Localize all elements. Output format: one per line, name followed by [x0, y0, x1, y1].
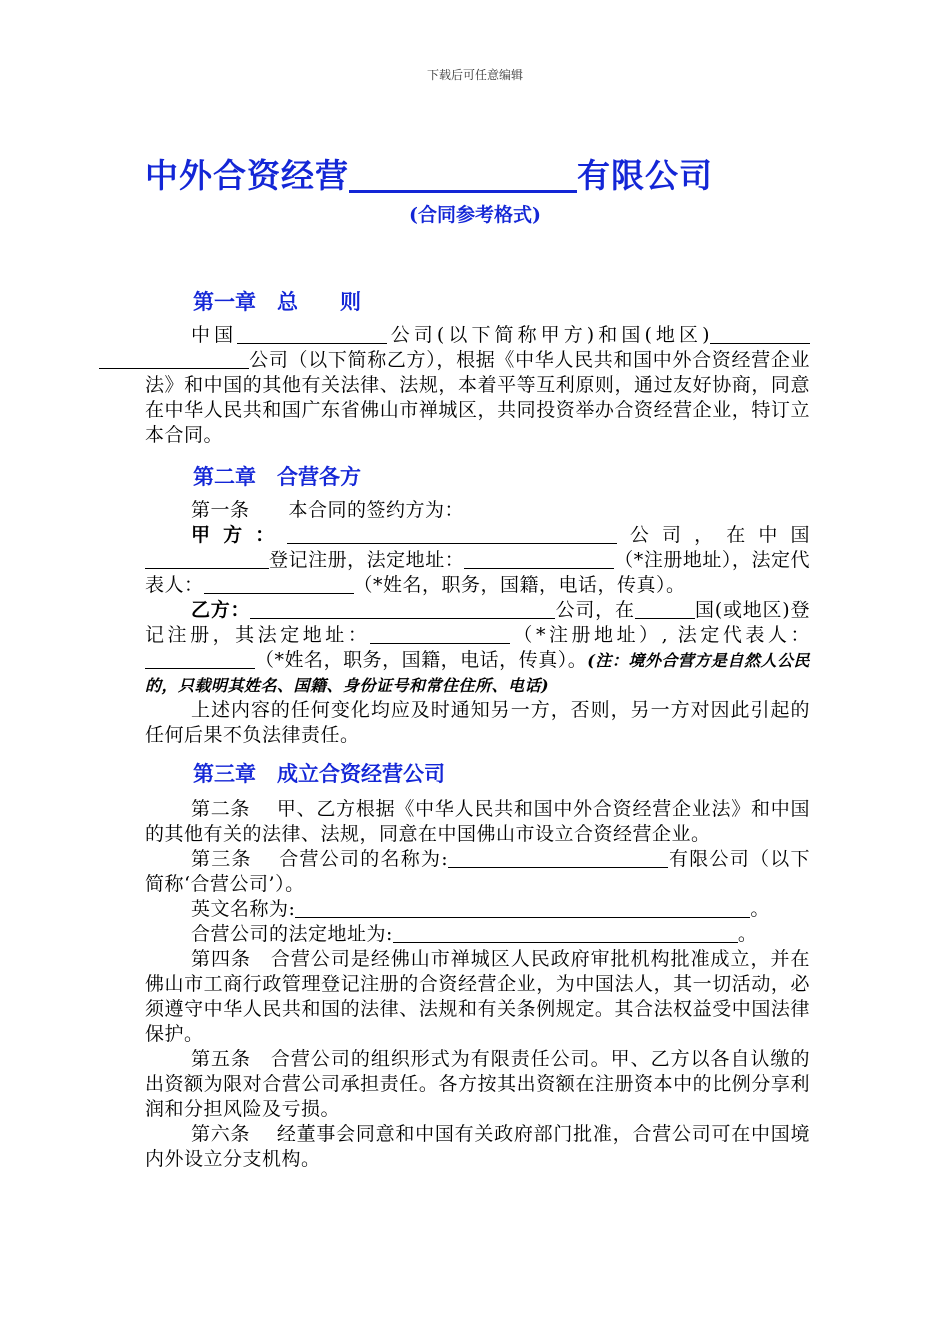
text: （*姓名，职务，国籍，电话，传真）。 — [353, 574, 686, 596]
text: （*姓名，职务，国籍，电话，传真）。 — [255, 649, 588, 671]
blank-line — [99, 349, 249, 369]
note-text: (注：境外合营方是自然人公民的，只载明其姓名、国籍、身份证号和常住住所、电话) — [145, 651, 810, 695]
text: 。 — [750, 898, 770, 920]
article-4: 第四条 合营公司是经佛山市禅城区人民政府审批机构批准成立，并在佛山市工商行政管理登记注册的合资经营企业，为中国法人，其一切活动，必须遵守中华人民共和国的法律、法规和有关条例规定。其合法权益受中国法律保护。 — [145, 948, 810, 1045]
chapter-1-body — [145, 323, 810, 448]
title-prefix: 中外合资经营 — [145, 156, 349, 195]
blank-line — [250, 599, 555, 619]
party-a-label: 甲方： — [191, 524, 288, 546]
text: 国(或地区)登记注册，其法定地址： — [145, 599, 810, 646]
legal-address — [145, 922, 810, 947]
text: （*注册地址），法定代表人： — [145, 549, 810, 596]
party-b — [145, 598, 810, 698]
blank-line — [287, 524, 617, 544]
blank-line — [635, 599, 695, 619]
change-notice: 上述内容的任何变化均应及时通知另一方，否则，另一方对因此引起的任何后果不负法律责任。 — [145, 699, 810, 746]
article-5: 第五条 合营公司的组织形式为有限责任公司。甲、乙方以各自认缴的出资额为限对合营公司承担责任。各方按其出资额在注册资本中的比例分享利润和分担风险及亏损。 — [145, 1048, 810, 1120]
chapter-1-title: 第一章 总 则 — [193, 290, 361, 314]
blank-line — [295, 898, 750, 918]
blank-line — [204, 574, 354, 594]
text: 有限公司（以下简称‘合营公司’）。 — [145, 848, 810, 895]
text: 公司，在中国 — [617, 524, 810, 546]
chapter-3-body — [145, 797, 810, 1172]
text: 第三条 合营公司的名称为: — [191, 848, 449, 870]
document-subtitle: (合同参考格式) — [409, 204, 541, 226]
article-3 — [145, 847, 810, 897]
blank-line — [237, 324, 387, 344]
text: 公司(以下简称甲方)和国(地区) — [387, 324, 710, 346]
text: 公司，在 — [555, 599, 635, 621]
text: 合营公司的法定地址为: — [191, 923, 393, 945]
chapter-3-title: 第三章 成立合资经营公司 — [193, 762, 445, 786]
text: 英文名称为: — [191, 898, 296, 920]
company-name-blank — [349, 160, 577, 193]
article-6: 第六条 经董事会同意和中国有关政府部门批准，合营公司可在中国境内外设立分支机构。 — [145, 1123, 810, 1170]
text: 中国 — [191, 324, 238, 346]
text: 公司（以下简称乙方），根据《中华人民共和国中外合资经营企业法》和中国的其他有关法律、法规，本着平等互利原则，通过友好协商，同意在中华人民共和国广东省佛山市禅城区，共同投资举办合资经营企业，特订立本合同。 — [145, 349, 810, 446]
text: 登记注册，法定地址： — [269, 549, 465, 571]
article-2: 第二条 甲、乙方根据《中华人民共和国中外合资经营企业法》和中国的其他有关的法律、法规，同意在中国佛山市设立合资经营企业。 — [145, 798, 810, 845]
text: （*注册地址）, 法定代表人： — [510, 624, 810, 646]
blank-line — [145, 549, 269, 569]
english-name — [145, 897, 810, 922]
document-title — [145, 150, 713, 197]
chapter-1-paragraph — [145, 323, 810, 448]
chapter-2-title: 第二章 合营各方 — [193, 465, 361, 489]
blank-line — [710, 324, 810, 344]
article-1: 第一条 本合同的签约方为： — [191, 499, 465, 521]
blank-line — [145, 649, 255, 669]
blank-line — [448, 848, 668, 868]
blank-line — [464, 549, 614, 569]
header-note: 下载后可任意编辑 — [426, 68, 523, 82]
blank-line — [370, 624, 510, 644]
party-b-label: 乙方： — [191, 599, 251, 621]
party-a — [145, 523, 810, 598]
title-suffix: 有限公司 — [577, 156, 713, 195]
blank-line — [393, 923, 738, 943]
chapter-2-body — [145, 498, 810, 748]
text: 。 — [737, 923, 758, 945]
